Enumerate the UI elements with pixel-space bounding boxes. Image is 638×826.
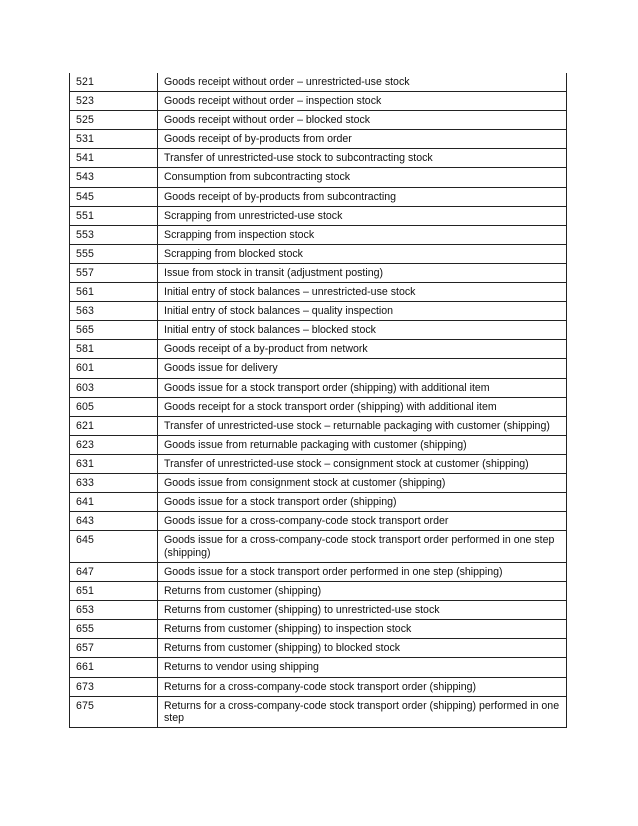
table-row (70, 168, 567, 187)
table-row (70, 512, 567, 531)
movement-type-description: Goods issue for a cross-company-code stock transport order performed in one step (shipping) (158, 531, 567, 563)
movement-type-description: Scrapping from unrestricted-use stock (158, 206, 567, 225)
table-row (70, 340, 567, 359)
movement-type-description: Transfer of unrestricted-use stock – consignment stock at customer (shipping) (158, 454, 567, 473)
movement-type-description: Goods issue for delivery (158, 359, 567, 378)
movement-type-code: 675 (70, 696, 158, 728)
movement-type-code: 523 (70, 92, 158, 111)
movement-type-description: Goods receipt of by-products from subcontracting (158, 187, 567, 206)
table-row (70, 263, 567, 282)
movement-type-code: 647 (70, 562, 158, 581)
movement-type-code: 551 (70, 206, 158, 225)
movement-type-description: Goods issue from consignment stock at customer (shipping) (158, 473, 567, 492)
movement-type-description: Scrapping from blocked stock (158, 244, 567, 263)
movement-type-code: 673 (70, 677, 158, 696)
table-row (70, 73, 567, 92)
movement-type-description: Initial entry of stock balances – unrestricted-use stock (158, 283, 567, 302)
movement-type-description: Goods receipt without order – blocked stock (158, 111, 567, 130)
movement-type-description: Initial entry of stock balances – quality inspection (158, 302, 567, 321)
table-row (70, 225, 567, 244)
movement-type-code: 601 (70, 359, 158, 378)
movement-type-code: 565 (70, 321, 158, 340)
movement-type-description: Issue from stock in transit (adjustment posting) (158, 263, 567, 282)
movement-type-code: 631 (70, 454, 158, 473)
movement-type-description: Goods issue from returnable packaging with customer (shipping) (158, 435, 567, 454)
movement-type-code: 553 (70, 225, 158, 244)
movement-type-description: Returns for a cross-company-code stock transport order (shipping) (158, 677, 567, 696)
table-row (70, 359, 567, 378)
table-row (70, 696, 567, 728)
table-row (70, 677, 567, 696)
table-row (70, 206, 567, 225)
movement-type-code: 653 (70, 601, 158, 620)
movement-type-code: 603 (70, 378, 158, 397)
table-row (70, 130, 567, 149)
table-row (70, 562, 567, 581)
movement-type-description: Goods issue for a stock transport order (shipping) with additional item (158, 378, 567, 397)
movement-type-description: Returns from customer (shipping) to inspection stock (158, 620, 567, 639)
table-row (70, 244, 567, 263)
movement-type-description: Returns from customer (shipping) (158, 582, 567, 601)
movement-type-code: 543 (70, 168, 158, 187)
movement-type-description: Goods issue for a stock transport order performed in one step (shipping) (158, 562, 567, 581)
movement-type-description: Goods receipt for a stock transport order (shipping) with additional item (158, 397, 567, 416)
table-row (70, 283, 567, 302)
movement-type-description: Goods receipt of a by-product from network (158, 340, 567, 359)
movement-type-code: 555 (70, 244, 158, 263)
movement-type-code: 531 (70, 130, 158, 149)
movement-type-code: 645 (70, 531, 158, 563)
movement-type-description: Initial entry of stock balances – blocked stock (158, 321, 567, 340)
table-row (70, 321, 567, 340)
movement-type-table (69, 73, 567, 728)
table-row (70, 378, 567, 397)
movement-type-code: 561 (70, 283, 158, 302)
table-row (70, 149, 567, 168)
table-row (70, 416, 567, 435)
movement-type-description: Returns for a cross-company-code stock transport order (shipping) performed in one step (158, 696, 567, 728)
movement-type-code: 661 (70, 658, 158, 677)
movement-type-code: 557 (70, 263, 158, 282)
movement-type-code: 641 (70, 493, 158, 512)
movement-type-description: Consumption from subcontracting stock (158, 168, 567, 187)
table-row (70, 582, 567, 601)
movement-type-description: Goods receipt without order – inspection stock (158, 92, 567, 111)
table-row (70, 454, 567, 473)
table-row (70, 302, 567, 321)
movement-type-description: Returns to vendor using shipping (158, 658, 567, 677)
movement-type-description: Goods issue for a cross-company-code stock transport order (158, 512, 567, 531)
movement-type-code: 643 (70, 512, 158, 531)
movement-type-code: 633 (70, 473, 158, 492)
movement-type-code: 623 (70, 435, 158, 454)
movement-type-code: 545 (70, 187, 158, 206)
table-row (70, 111, 567, 130)
movement-type-description: Scrapping from inspection stock (158, 225, 567, 244)
table-row (70, 92, 567, 111)
table-row (70, 397, 567, 416)
movement-type-code: 563 (70, 302, 158, 321)
table-row (70, 435, 567, 454)
movement-type-description: Goods issue for a stock transport order (shipping) (158, 493, 567, 512)
table-row (70, 601, 567, 620)
movement-type-description: Returns from customer (shipping) to blocked stock (158, 639, 567, 658)
table-row (70, 658, 567, 677)
movement-type-description: Goods receipt without order – unrestricted-use stock (158, 73, 567, 92)
movement-type-code: 541 (70, 149, 158, 168)
movement-type-description: Transfer of unrestricted-use stock – returnable packaging with customer (shipping) (158, 416, 567, 435)
movement-type-code: 655 (70, 620, 158, 639)
table-row (70, 473, 567, 492)
movement-type-description: Returns from customer (shipping) to unrestricted-use stock (158, 601, 567, 620)
movement-type-code: 581 (70, 340, 158, 359)
movement-type-code: 521 (70, 73, 158, 92)
table-body (70, 73, 567, 728)
movement-type-code: 621 (70, 416, 158, 435)
movement-type-code: 605 (70, 397, 158, 416)
movement-type-code: 657 (70, 639, 158, 658)
table-row (70, 187, 567, 206)
movement-type-code: 525 (70, 111, 158, 130)
table-row (70, 493, 567, 512)
movement-type-description: Goods receipt of by-products from order (158, 130, 567, 149)
movement-type-code: 651 (70, 582, 158, 601)
table-row (70, 531, 567, 563)
table-row (70, 639, 567, 658)
table-row (70, 620, 567, 639)
movement-type-description: Transfer of unrestricted-use stock to subcontracting stock (158, 149, 567, 168)
